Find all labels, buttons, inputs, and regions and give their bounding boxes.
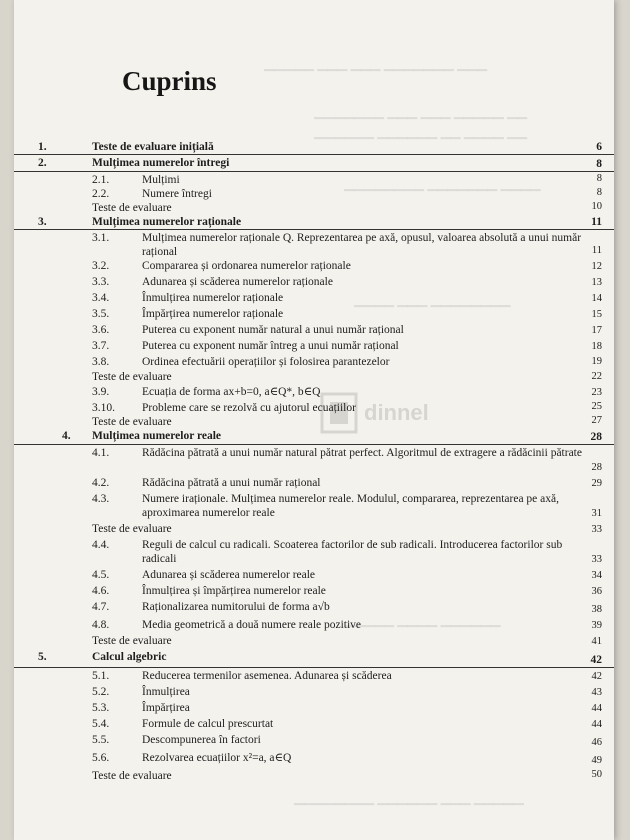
toc-entry-number: 5.1. bbox=[92, 670, 110, 682]
toc-entry-title: Mulțimea numerelor reale bbox=[92, 430, 222, 442]
toc-entry-page: 6 bbox=[596, 141, 602, 153]
toc-entry bbox=[14, 306, 614, 322]
toc-entry-number: 1. bbox=[38, 141, 47, 153]
toc-entry-number: 3.3. bbox=[92, 276, 110, 288]
toc-entry-page: 8 bbox=[596, 187, 602, 198]
toc-entry bbox=[14, 230, 614, 258]
toc-entry bbox=[14, 567, 614, 583]
toc-entry-page: 42 bbox=[591, 671, 602, 682]
toc-entry-title: Media geometrică a două numere reale pozitive bbox=[142, 619, 362, 631]
toc-entry-page: 23 bbox=[591, 387, 602, 398]
show-through-text: ▁▁▁▁▁ ▁▁▁ ▁▁▁ ▁▁▁▁▁▁▁ ▁▁▁ bbox=[264, 56, 487, 71]
toc-entry-number: 5. bbox=[38, 651, 47, 663]
toc-entry bbox=[14, 369, 614, 384]
toc-entry-number: 4.8. bbox=[92, 619, 110, 631]
toc-entry-title: Mulțimea numerelor întregi bbox=[92, 157, 230, 169]
toc-entry-number: 5.3. bbox=[92, 702, 110, 714]
toc-entry-number: 3.5. bbox=[92, 308, 110, 320]
toc-entry-title: Teste de evaluare bbox=[92, 635, 172, 647]
toc-entry-page: 8 bbox=[596, 173, 602, 184]
toc-entry-title: Rezolvarea ecuațiilor x²=a, a∈Q bbox=[142, 752, 292, 764]
show-through-text: ▁▁▁▁▁▁▁▁ ▁▁▁▁▁▁▁ ▁▁▁▁ bbox=[344, 176, 541, 191]
toc-entry-page: 10 bbox=[591, 201, 602, 212]
toc-entry bbox=[14, 214, 614, 230]
toc-entry-title: Raționalizarea numitorului de forma a√b bbox=[142, 601, 330, 613]
toc-entry bbox=[14, 768, 614, 782]
toc-entry-number: 3.9. bbox=[92, 386, 110, 398]
toc-entry-number: 3.7. bbox=[92, 340, 110, 352]
toc-entry-page: 15 bbox=[591, 309, 602, 320]
svg-text:dinnel: dinnel bbox=[364, 400, 429, 425]
toc-entry-number: 3.8. bbox=[92, 356, 110, 368]
toc-entry-page: 8 bbox=[596, 158, 602, 170]
toc-entry-title: Împărțirea numerelor raționale bbox=[142, 308, 284, 320]
toc-entry bbox=[14, 750, 614, 768]
toc-entry-page: 11 bbox=[591, 216, 602, 228]
toc-entry-title: Teste de evaluare inițială bbox=[92, 141, 214, 153]
toc-entry-number: 5.6. bbox=[92, 752, 110, 764]
toc-entry-title: Formule de calcul prescurtat bbox=[142, 718, 274, 730]
toc-entry-number: 4. bbox=[62, 430, 71, 442]
toc-entry bbox=[14, 633, 614, 649]
toc-entry bbox=[14, 445, 614, 475]
show-through-text: ▁▁▁▁▁ ▁▁▁▁ ▁▁▁▁▁▁ bbox=[344, 612, 501, 627]
toc-entry-title: Rădăcina pătrată a unui număr rațional bbox=[142, 477, 321, 489]
toc-entry-title: Probleme care se rezolvă cu ajutorul ecuațiilor bbox=[142, 402, 356, 414]
toc-entry bbox=[14, 258, 614, 274]
toc-entry-title: Teste de evaluare bbox=[92, 523, 172, 535]
toc-entry-page: 12 bbox=[591, 261, 602, 272]
toc-entry bbox=[14, 583, 614, 599]
toc-entry-page: 11 bbox=[591, 245, 602, 256]
show-through-text: ▁▁▁▁▁▁▁▁ ▁▁▁▁▁▁ ▁▁▁ ▁▁▁▁▁ bbox=[294, 790, 524, 805]
toc-entry bbox=[14, 491, 614, 521]
toc-entry-page: 44 bbox=[591, 719, 602, 730]
toc-entry-page: 39 bbox=[591, 620, 602, 631]
toc-entry bbox=[14, 338, 614, 354]
toc-entry-number: 3.4. bbox=[92, 292, 110, 304]
toc-entry-title: Puterea cu exponent număr întreg a unui număr rațional bbox=[142, 340, 399, 352]
toc-entry-page: 18 bbox=[591, 341, 602, 352]
toc-entry-number: 2.1. bbox=[92, 174, 110, 186]
toc-entry-title: Ordinea efectuării operațiilor și folosirea parantezelor bbox=[142, 356, 390, 368]
toc-entry-page: 33 bbox=[591, 524, 602, 535]
toc-entry-title: Reguli de calcul cu radicali. Scoaterea factorilor de sub radicali. Introducerea factorilor sub radicali bbox=[142, 539, 563, 565]
toc-entry bbox=[14, 322, 614, 338]
toc-entry-page: 44 bbox=[591, 703, 602, 714]
toc-entry bbox=[14, 354, 614, 369]
toc-entry-title: Înmulțirea bbox=[142, 686, 190, 698]
toc-entry bbox=[14, 617, 614, 633]
toc-entry-page: 27 bbox=[591, 415, 602, 426]
toc-entry-title: Mulțimi bbox=[142, 174, 180, 186]
toc-entry-page: 28 bbox=[591, 462, 602, 473]
toc-entry-page: 49 bbox=[591, 755, 602, 766]
toc-entry-title: Înmulțirea numerelor raționale bbox=[142, 292, 284, 304]
toc-entry bbox=[14, 400, 614, 414]
toc-entry-page: 38 bbox=[591, 604, 602, 615]
toc-entry bbox=[14, 668, 614, 684]
toc-entry bbox=[14, 186, 614, 200]
toc-entry bbox=[14, 716, 614, 732]
toc-entry bbox=[14, 537, 614, 567]
toc-entry bbox=[14, 700, 614, 716]
toc-entry-number: 3.2. bbox=[92, 260, 110, 272]
toc-entry bbox=[14, 521, 614, 537]
toc-entry-page: 28 bbox=[590, 431, 602, 443]
toc-entry bbox=[14, 428, 614, 445]
toc-entry-title: Adunarea și scăderea numerelor raționale bbox=[142, 276, 333, 288]
toc-entry-title: Ecuația de forma ax+b=0, a∈Q*, b∈Q bbox=[142, 386, 321, 398]
toc-entry-page: 13 bbox=[591, 277, 602, 288]
toc-entry bbox=[14, 139, 614, 155]
toc-entry-page: 19 bbox=[591, 356, 602, 367]
toc-entry-number: 3.1. bbox=[92, 232, 110, 244]
toc-entry-title: Mulțimea numerelor raționale bbox=[92, 216, 242, 228]
toc-entry bbox=[14, 290, 614, 306]
toc-entry bbox=[14, 200, 614, 214]
toc-entry-number: 4.1. bbox=[92, 447, 110, 459]
toc-entry bbox=[14, 732, 614, 750]
show-through-text: ▁▁▁▁▁▁ ▁▁▁▁▁▁ ▁▁ ▁▁▁▁ ▁▁ bbox=[314, 124, 527, 139]
toc-entry-page: 33 bbox=[591, 554, 602, 565]
toc-entry-title: Numere întregi bbox=[142, 188, 212, 200]
book-page bbox=[14, 0, 614, 840]
toc-entry-title: Puterea cu exponent număr natural a unui număr rațional bbox=[142, 324, 404, 336]
toc-entry-number: 3.6. bbox=[92, 324, 110, 336]
toc-entry-title: Mulțimea numerelor raționale Q. Reprezentarea pe axă, opusul, valoarea absolută a unui număr rațional bbox=[142, 232, 582, 258]
toc-entry-page: 25 bbox=[591, 401, 602, 412]
toc-entry-page: 22 bbox=[591, 371, 602, 382]
toc-entry-page: 34 bbox=[591, 570, 602, 581]
toc-entry-number: 4.2. bbox=[92, 477, 110, 489]
show-through-text: ▁▁▁▁ ▁▁▁ ▁▁▁▁▁▁▁▁ bbox=[354, 292, 511, 307]
toc-entry bbox=[14, 599, 614, 617]
toc-entry-page: 42 bbox=[590, 654, 602, 666]
toc-entry-page: 29 bbox=[591, 478, 602, 489]
toc-entry bbox=[14, 155, 614, 172]
toc-entry-number: 4.6. bbox=[92, 585, 110, 597]
toc-entry-title: Descompunerea în factori bbox=[142, 734, 261, 746]
toc-entry-number: 2. bbox=[38, 157, 47, 169]
toc-entry-page: 31 bbox=[591, 508, 602, 519]
toc-entry-page: 41 bbox=[591, 636, 602, 647]
toc-entry-title: Numere iraționale. Mulțimea numerelor reale. Modulul, compararea, reprezentarea pe axă, aproximarea numerelor reale bbox=[142, 493, 559, 519]
toc-entry-page: 36 bbox=[591, 586, 602, 597]
toc-entry-page: 50 bbox=[591, 769, 602, 780]
toc-entry-number: 4.7. bbox=[92, 601, 110, 613]
toc-entry-title: Înmulțirea și împărțirea numerelor reale bbox=[142, 585, 326, 597]
toc-entry-number: 5.4. bbox=[92, 718, 110, 730]
toc-entry-page: 43 bbox=[591, 687, 602, 698]
toc-entry-number: 5.2. bbox=[92, 686, 110, 698]
toc-entry-number: 3. bbox=[38, 216, 47, 228]
toc-entry-number: 3.10. bbox=[92, 402, 115, 414]
toc-entry-page: 46 bbox=[591, 737, 602, 748]
toc-entry-title: Teste de evaluare bbox=[92, 371, 172, 383]
toc-entry-title: Teste de evaluare bbox=[92, 202, 172, 214]
toc-entry-title: Împărțirea bbox=[142, 702, 190, 714]
toc-entry-number: 5.5. bbox=[92, 734, 110, 746]
page-title: Cuprins bbox=[122, 66, 217, 96]
toc-entry-page: 14 bbox=[591, 293, 602, 304]
toc-entry-title: Reducerea termenilor asemenea. Adunarea și scăderea bbox=[142, 670, 392, 682]
toc-entry-title: Teste de evaluare bbox=[92, 416, 172, 428]
toc-entry bbox=[14, 172, 614, 186]
table-of-contents bbox=[14, 139, 614, 782]
toc-entry-title: Adunarea și scăderea numerelor reale bbox=[142, 569, 316, 581]
toc-entry-number: 4.3. bbox=[92, 493, 110, 505]
toc-entry bbox=[14, 649, 614, 668]
toc-entry-page: 17 bbox=[591, 325, 602, 336]
toc-entry-title: Calcul algebric bbox=[92, 651, 167, 663]
toc-entry-number: 4.5. bbox=[92, 569, 110, 581]
toc-entry-title: Teste de evaluare bbox=[92, 770, 172, 782]
toc-entry-title: Compararea și ordonarea numerelor raționale bbox=[142, 260, 351, 272]
toc-entry bbox=[14, 384, 614, 400]
show-through-text: ▁▁▁▁▁▁▁ ▁▁▁ ▁▁▁ ▁▁▁▁▁ ▁▁ bbox=[314, 104, 527, 119]
toc-entry-number: 2.2. bbox=[92, 188, 110, 200]
toc-entry bbox=[14, 274, 614, 290]
toc-entry bbox=[14, 414, 614, 428]
toc-entry bbox=[14, 475, 614, 491]
toc-entry bbox=[14, 684, 614, 700]
toc-entry-number: 4.4. bbox=[92, 539, 110, 551]
toc-entry-title: Rădăcina pătrată a unui număr natural pătrat perfect. Algoritmul de extragere a rădăcinii pătrate bbox=[142, 447, 582, 459]
